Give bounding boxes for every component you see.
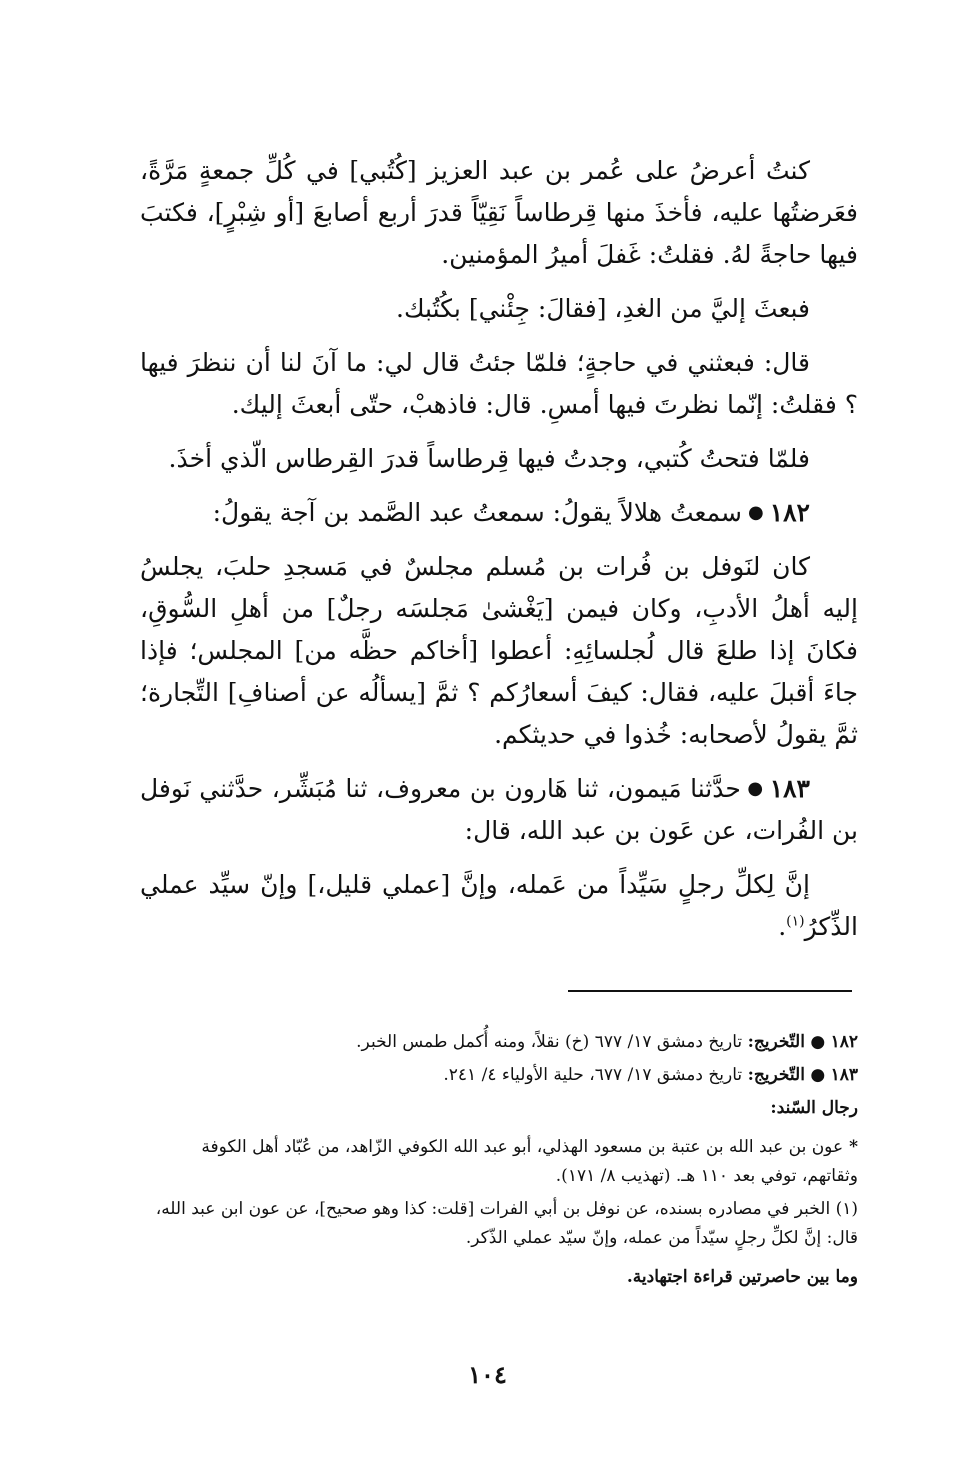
- footnote-182: [140, 1028, 858, 1057]
- footnote-text: تاريخ دمشق ١٧/ ٦٧٧ (خ) نقلاً، ومنه أُكمل طمس الخبر.: [356, 1032, 743, 1052]
- footnote-divider: [568, 990, 852, 992]
- footnote-number: (١): [835, 1199, 858, 1219]
- paragraph: فبعثَ إليَّ من الغدِ، [فقالَ: جِئْني] بكُتُبك.: [396, 294, 810, 323]
- bullet-icon: ●: [810, 1032, 826, 1052]
- rijal-entry: [140, 1133, 858, 1191]
- footnote-183: [140, 1061, 858, 1090]
- paragraph: قال: فبعثني في حاجةٍ؛ فلمّا جئتُ قال لي: ما آنَ لنا أن ننظرَ فيها ؟ فقلتُ: إنّما نظرتَ فيها أمسِ. قال: فاذهبْ، حتّى أبعثَ إليك.: [140, 348, 858, 419]
- narration-heading-text: سمعتُ هلالاً يقولُ: سمعتُ عبد الصَّمد بن آجة يقولُ:: [212, 498, 742, 527]
- paragraph: كان لنَوفل بن فُرات بن مُسلم مجلسٌ في مَسجدِ حلبَ، يجلسُ إليه أهلُ الأدبِ، وكان فيمن [يَغْشىٰ مَجلسَه رجلٌ] من أهلِ السُّوقِ، فكانَ إذا طلعَ قال لُجلسائِهِ: أعطوا [أخاكم حظَّه من] المجلس؛ فإذا جاءَ أقبلَ عليه، فقال: كيفَ أسعارُكم ؟ ثمَّ [يسألُه عن أصنافِ] التِّجارة؛ ثمَّ يقولُ لأصحابه: خُذوا في حديثكم.: [140, 552, 858, 749]
- bullet-icon: ●: [746, 778, 764, 799]
- bullet-icon: ●: [747, 502, 764, 523]
- asterisk-icon: *: [849, 1137, 858, 1157]
- paragraph: فلمّا فتحتُ كُتبي، وجدتُ فيها قِرطاساً قدرَ القِرطاس الّذي أخذَ.: [168, 444, 810, 473]
- main-text: [140, 150, 858, 960]
- footnote-tag: التّخريج:: [747, 1032, 805, 1052]
- closing-note: وما بين حاصرتين قراءة اجتهادية.: [626, 1267, 858, 1287]
- quote-text: إنَّ لِكلِّ رجلٍ سَيِّداً من عَمله، وإنَّ [عملي قليل،] وإنّ سيِّد عملي الذِّكرُ: [140, 870, 858, 941]
- narration-number: ١٨٢: [769, 498, 810, 527]
- page-number: ١٠٤: [468, 1360, 507, 1389]
- narration-number: ١٨٣: [769, 774, 810, 803]
- footnote-number: ١٨٢: [830, 1032, 858, 1052]
- quote-end: .: [778, 912, 787, 941]
- footnote-text: تاريخ دمشق ١٧/ ٦٧٧، حلية الأولياء ٤/ ٢٤١.: [443, 1065, 743, 1085]
- narration-heading-text: حدَّثنا مَيمون، ثنا هَارون بن معروف، ثنا مُبَشِّر، حدَّثني نَوفل بن الفُرات، عن عَون بن عبد الله، قال:: [140, 774, 858, 845]
- footnote-1: [140, 1195, 858, 1253]
- footnote-ref: (١): [786, 913, 805, 930]
- paragraph: [140, 864, 858, 948]
- rijal-heading: رجال السّند:: [770, 1098, 858, 1118]
- footnote-text: الخبر في مصادره بسنده، عن نوفل بن أبي الفرات [قلت: كذا وهو صحيح]، عن عون ابن عبد الله، قال: إنَّ لكلِّ رجلٍ سيّداً من عمله، وإنّ سيّد عملي الذّكر.: [155, 1199, 858, 1248]
- bullet-icon: ●: [810, 1065, 826, 1085]
- narration-heading-183: [140, 768, 858, 852]
- paragraph: كنتُ أعرضُ على عُمر بن عبد العزيز [كُتُبي] في كُلِّ جمعةٍ مَرَّةً، فعَرضتُها عليه، فأخذَ منها قِرطاساً نَقِيّاً قدرَ أربع أصابعَ [أو شِبْرٍ]، فكتبَ فيها حاجةً لهُ. فقلتُ: غَفلَ أميرُ المؤمنين.: [140, 156, 858, 269]
- footnotes: [140, 1028, 858, 1296]
- footnote-tag: التّخريج:: [747, 1065, 805, 1085]
- rijal-text: عون بن عبد الله بن عتبة بن مسعود الهذلي، أبو عبد الله الكوفي الزّاهد، من عُبّاد أهل الكوفة وثقاتهم، توفي بعد ١١٠ هـ. (تهذيب ٨/ ١٧١).: [201, 1137, 858, 1186]
- narration-heading-182: [140, 492, 858, 534]
- footnote-number: ١٨٣: [830, 1065, 858, 1085]
